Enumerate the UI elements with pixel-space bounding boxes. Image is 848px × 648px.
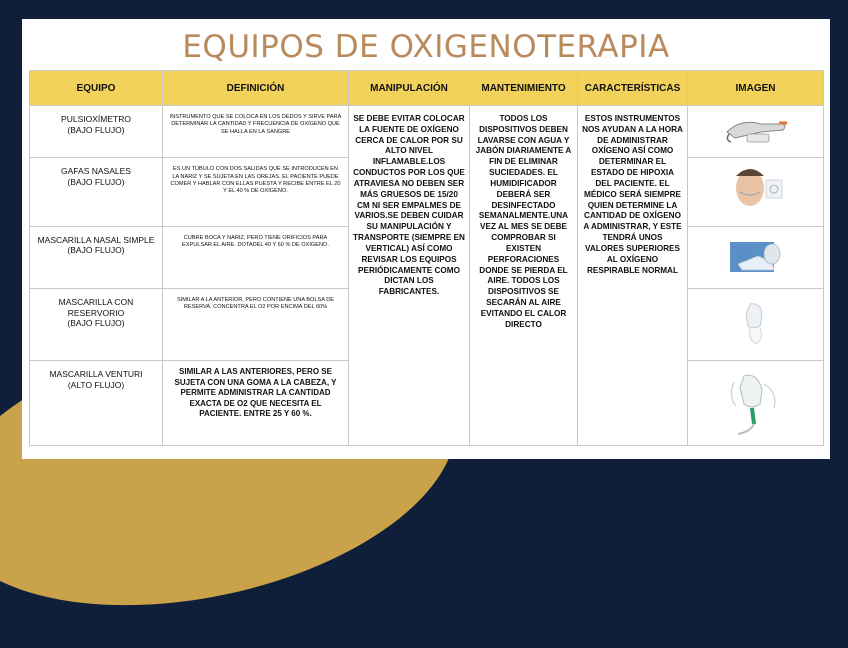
definicion-cell: SIMILAR A LAS ANTERIORES, PERO SE SUJETA CON UNA GOMA A LA CABEZA, Y PERMITE ADMINISTRAR LA CANTIDAD EXACTA DE O2 QUE NECESITA EL PACIENTE. ENTRE 25 Y 60 %. [163, 361, 349, 446]
header-mantenimiento: MANTENIMIENTO [470, 71, 578, 106]
header-imagen: IMAGEN [688, 71, 824, 106]
equipo-cell: MASCARILLA NASAL SIMPLE (BAJO FLUJO) [30, 226, 163, 288]
header-manipulacion: MANIPULACIÓN [349, 71, 470, 106]
reservoir-mask-icon [736, 298, 776, 348]
table-row [30, 106, 824, 158]
image-cell [688, 106, 824, 158]
manipulacion-cell: SE DEBE EVITAR COLOCAR LA FUENTE DE OXÍGENO CERCA DE CALOR POR SU ALTO NIVEL INFLAMABLE.LOS CONDUCTOS POR LOS QUE ATRAVIESA NO DEBEN SER MÁS GRUESOS DE 15/20 CM NI SER EMPALMES DE VARIOS.SE DEBEN CUIDAR SU MANIPULACIÓN Y TRANSPORTE (SIEMPRE EN VERTICAL) ASÍ COMO REVISAR LOS EQUIPOS PERIÓDICAMENTE COMO DICTAN LOS FABRICANTES. [349, 106, 470, 446]
table-header-row [30, 71, 824, 106]
definicion-cell: SIMILAR A LA ANTERIOR, PERO CONTIENE UNA BOLSA DE RESERVA. CONCENTRA EL O2 POR ENCIMA DEL 60% [163, 289, 349, 361]
image-cell [688, 226, 824, 288]
mantenimiento-cell: TODOS LOS DISPOSITIVOS DEBEN LAVARSE CON AGUA Y JABÓN DIARIAMENTE A FIN DE ELIMINAR SUCIEDADES. EL HUMIDIFICADOR DEBERÁ SER DESINFECTADO SEMANALMENTE.UNA VEZ AL MES SE DEBE COMPROBAR SI EXISTEN PERFORACIONES DONDE SE PIERDA EL AIRE. TODOS LOS DISPOSITIVOS SE SECARÁN AL AIRE EVITANDO EL CALOR DIRECTO [470, 106, 578, 446]
header-definicion: DEFINICIÓN [163, 71, 349, 106]
header-caracteristicas: CARACTERÍSTICAS [578, 71, 688, 106]
definicion-cell: INSTRUMENTO QUE SE COLOCA EN LOS DEDOS Y SIRVE PARA DETERMINAR LA CANTIDAD Y FRECUENCIA DE OXÍGENO QUE SE HALLA EN LA SANGRE [163, 106, 349, 158]
image-cell [688, 158, 824, 226]
image-cell [688, 289, 824, 361]
equipo-cell: PULSIOXÍMETRO (BAJO FLUJO) [30, 106, 163, 158]
page-title: EQUIPOS DE OXIGENOTERAPIA [182, 29, 670, 65]
nasal-cannula-icon [726, 162, 786, 218]
simple-mask-icon [728, 236, 784, 276]
equipo-cell: MASCARILLA VENTURI (ALTO FLUJO) [30, 361, 163, 446]
equipo-cell: MASCARILLA CON RESERVORIO (BAJO FLUJO) [30, 289, 163, 361]
definicion-cell: ES UN TÚBULO CON DOS SALIDAS QUE SE INTRODUCEN EN LA NARIZ Y SE SUJETA EN LAS OREJAS. EL PACIENTE PUEDE COMER Y HABLAR CON ELLAS PUESTA Y RECIBE ENTRE EL 20 Y EL 40 % DE OXÍGENO. [163, 158, 349, 226]
equipo-cell: GAFAS NASALES (BAJO FLUJO) [30, 158, 163, 226]
definicion-cell: CUBRE BOCA Y NARIZ, PERO TIENE ORIFICIOS PARA EXPULSAR EL AIRE. DOTADEL 40 Y 60 % DE OXÍGENO. [163, 226, 349, 288]
venturi-mask-icon [724, 366, 788, 438]
image-cell [688, 361, 824, 446]
header-equipo: EQUIPO [30, 71, 163, 106]
pulse-oximeter-icon [721, 114, 791, 146]
slide-sheet [22, 19, 830, 459]
oxygen-therapy-table [29, 70, 824, 446]
caracteristicas-cell: ESTOS INSTRUMENTOS NOS AYUDAN A LA HORA DE ADMINISTRAR OXÍGENO ASÍ COMO DETERMINAR EL ESTADO DE HIPOXIA DEL PACIENTE. EL MÉDICO SERÁ SIEMPRE QUIEN DETERMINE LA CANTIDAD DE OXÍGENO A ADMINISTRAR, Y ESTE TENDRÁ UNOS VALORES SUPERIORES AL OXÍGENO RESPIRABLE NORMAL [578, 106, 688, 446]
